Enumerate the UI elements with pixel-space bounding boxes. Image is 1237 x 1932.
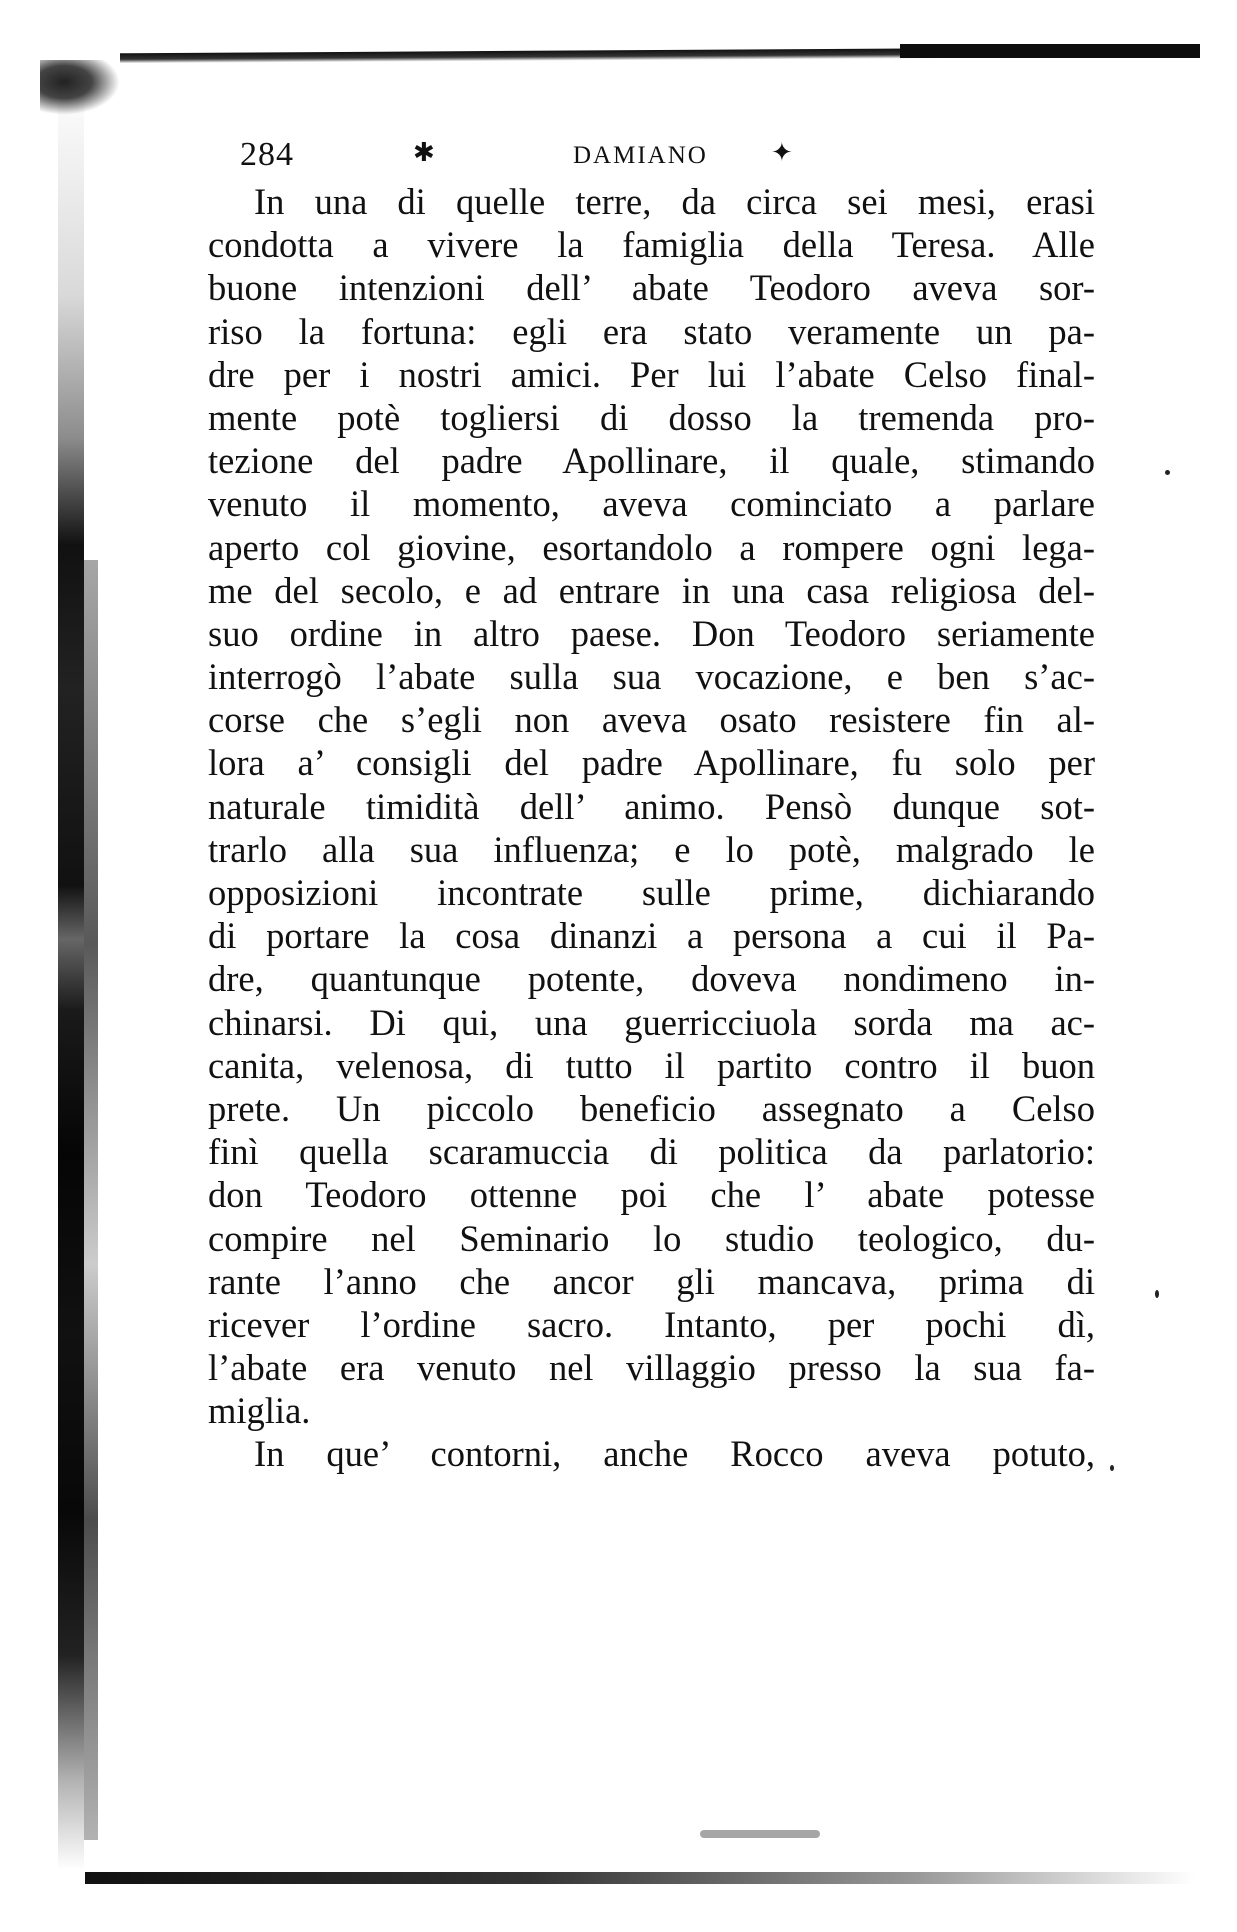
text-line: aperto col giovine, esortandolo a rompere ogni lega-: [208, 526, 1095, 568]
text-line: chinarsi. Di qui, una guerricciuola sorda ma ac-: [208, 1001, 1095, 1043]
text-line: don Teodoro ottenne poi che l’ abate potesse: [208, 1174, 1095, 1216]
text-line: compire nel Seminario lo studio teologico, du-: [208, 1217, 1095, 1259]
page-header: [208, 136, 1078, 176]
text-line: opposizioni incontrate sulle prime, dichiarando: [208, 872, 1095, 913]
scan-speck: [1155, 1290, 1159, 1298]
text-line: buone intenzioni dell’ abate Teodoro aveva sor-: [208, 267, 1095, 309]
scan-binding-shadow-inner: [84, 560, 98, 1840]
page-number: 284: [240, 136, 294, 173]
text-line: dre, quantunque potente, doveva nondimeno in-: [208, 958, 1095, 1000]
text-line: riso la fortuna: egli era stato veramente un pa-: [208, 310, 1095, 352]
text-line: lora a’ consigli del padre Apollinare, fu solo per: [208, 742, 1095, 784]
running-title: DAMIANO: [573, 142, 708, 169]
text-line: tezione del padre Apollinare, il quale, stimando: [208, 440, 1095, 482]
text-line: mente potè togliersi di dosso la tremenda pro-: [208, 396, 1095, 438]
scan-speck: [1110, 1465, 1114, 1471]
text-line: corse che s’egli non aveva osato resistere fin al-: [208, 699, 1095, 741]
text-line: rante l’anno che ancor gli mancava, prima di: [208, 1260, 1095, 1302]
text-line: trarlo alla sua influenza; e lo potè, malgrado le: [208, 828, 1095, 870]
text-line: suo ordine in altro paese. Don Teodoro seriamente: [208, 612, 1095, 654]
text-line: venuto il momento, aveva cominciato a parlare: [208, 483, 1095, 525]
scan-top-rule-dark: [900, 44, 1200, 58]
text-line: In una di quelle terre, da circa sei mesi, erasi: [254, 181, 1095, 222]
text-line: ricever l’ordine sacro. Intanto, per pochi dì,: [208, 1303, 1095, 1345]
scan-speck: [700, 1830, 820, 1838]
scan-bottom-edge: [85, 1872, 1195, 1884]
scan-binding-shadow: [58, 80, 84, 1870]
body-text: [208, 180, 1095, 1476]
text-line: condotta a vivere la famiglia della Teresa. Alle: [208, 224, 1095, 266]
text-line: miglia.: [208, 1390, 311, 1432]
text-line: interrogò l’abate sulla sua vocazione, e ben s’ac-: [208, 656, 1095, 698]
text-line: naturale timidità dell’ animo. Pensò dunque sot-: [208, 785, 1095, 827]
text-line: finì quella scaramuccia di politica da parlatorio:: [208, 1131, 1095, 1173]
text-line: dre per i nostri amici. Per lui l’abate Celso final-: [208, 353, 1095, 395]
text-line: canita, velenosa, di tutto il partito contro il buon: [208, 1044, 1095, 1086]
ornament-icon: ✦: [771, 138, 793, 167]
scan-speck: [1165, 470, 1170, 475]
ornament-icon: ✱: [413, 138, 435, 167]
text-line: l’abate era venuto nel villaggio presso la sua fa-: [208, 1347, 1095, 1389]
text-line: me del secolo, e ad entrare in una casa religiosa del-: [208, 569, 1095, 611]
text-line: prete. Un piccolo beneficio assegnato a Celso: [208, 1087, 1095, 1129]
text-line: di portare la cosa dinanzi a persona a cui il Pa-: [208, 915, 1095, 957]
text-line: In que’ contorni, anche Rocco aveva potuto,: [254, 1433, 1095, 1475]
